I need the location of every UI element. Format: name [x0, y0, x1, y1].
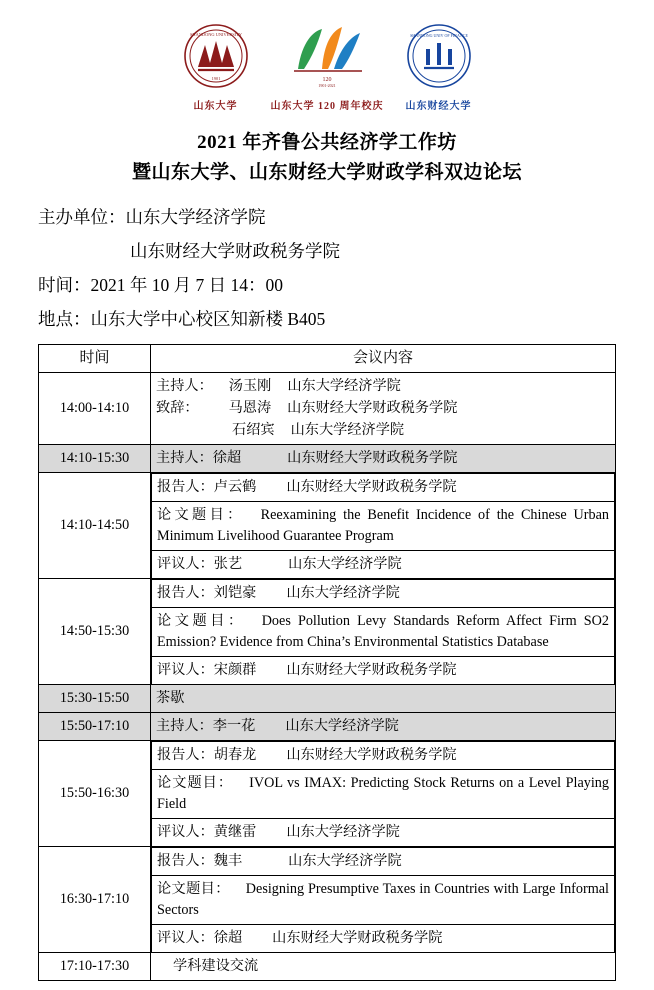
document-title [38, 128, 616, 188]
speaker-line [152, 474, 615, 502]
table-row [39, 445, 616, 473]
row-content [151, 373, 616, 445]
row-time: 16:30-17:10 [39, 847, 151, 953]
discussant-affil: 山东大学经济学院 [286, 824, 400, 840]
row-time: 15:50-16:30 [39, 741, 151, 847]
speaker-line [152, 580, 615, 608]
table-row [39, 373, 616, 445]
host-affil: 山东大学经济学院 [287, 378, 401, 394]
place-label: 地点： [38, 309, 91, 329]
discussant-affil: 山东大学经济学院 [288, 556, 402, 572]
speaker-name: 卢云鹤 [213, 479, 257, 495]
opening-host-line [156, 376, 610, 397]
paper-line [152, 876, 615, 925]
time-label: 时间： [38, 275, 91, 295]
agenda-table [38, 344, 616, 981]
speaker-affil: 山东财经大学财政税务学院 [286, 747, 457, 763]
discussant-name: 宋颜群 [213, 662, 257, 678]
time-row [38, 268, 616, 302]
speaker-affil: 山东大学经济学院 [286, 585, 400, 601]
table-row [39, 685, 616, 713]
row-content [151, 741, 616, 847]
organizer-1: 山东大学经济学院 [125, 207, 266, 227]
table-row [39, 579, 616, 685]
discussant-line [152, 925, 615, 953]
speaker-label: 报告人： [157, 853, 214, 869]
speaker-name: 刘铠豪 [213, 585, 257, 601]
discussant-name: 张艺 [213, 556, 243, 572]
remarks-affil: 山东财经大学财政税务学院 [287, 400, 458, 416]
row-content [151, 473, 616, 579]
host-name: 汤玉刚 [228, 378, 272, 394]
speaker-affil: 山东财经大学财政税务学院 [286, 479, 457, 495]
svg-text:SHANDONG UNIVERSITY: SHANDONG UNIVERSITY [189, 32, 242, 37]
session-host-name: 徐超 [212, 450, 242, 466]
sdufe-logo-caption: 山东财经大学 [405, 101, 472, 112]
header-content: 会议内容 [151, 345, 616, 373]
session-host-name: 李一花 [212, 718, 256, 734]
paper-title: IVOL vs IMAX: Predicting Stock Returns on a Level Playing Field [157, 775, 609, 812]
paper-label: 论文题目： [157, 613, 246, 629]
shandong-university-logo [183, 23, 249, 112]
organizer-row-2 [38, 234, 616, 268]
discussant-name: 黄继雷 [213, 824, 257, 840]
row-time: 15:30-15:50 [39, 685, 151, 713]
table-row [39, 847, 616, 953]
discussant-label: 评议人： [157, 662, 214, 678]
host-label: 主持人： [156, 378, 213, 394]
svg-text:1901-2021: 1901-2021 [318, 83, 336, 88]
discussant-line [152, 819, 615, 847]
row-content [151, 445, 616, 473]
logo-row [38, 0, 616, 112]
table-row [39, 741, 616, 847]
header-time: 时间 [39, 345, 151, 373]
paper-title: Designing Presumptive Taxes in Countries with Large Informal Sectors [157, 881, 609, 918]
svg-text:1901: 1901 [211, 76, 220, 81]
svg-text:SHANDONG UNIV OF FINANCE: SHANDONG UNIV OF FINANCE [409, 33, 468, 38]
row-content [151, 847, 616, 953]
row-content [151, 579, 616, 685]
row-content: 学科建设交流 [151, 953, 616, 981]
discussant-label: 评议人： [157, 930, 214, 946]
organizer-row [38, 200, 616, 234]
paper-line [152, 608, 615, 657]
remarks-affil-2: 山东大学经济学院 [290, 422, 405, 438]
row-time: 14:10-14:50 [39, 473, 151, 579]
remarks-name: 马恩涛 [228, 400, 272, 416]
paper-label: 论文题目： [157, 507, 245, 523]
discussant-affil: 山东财经大学财政税务学院 [272, 930, 443, 946]
row-time: 14:50-15:30 [39, 579, 151, 685]
speaker-label: 报告人： [157, 747, 214, 763]
row-time: 15:50-17:10 [39, 713, 151, 741]
paper-line [152, 770, 615, 819]
table-row [39, 473, 616, 579]
discussant-affil: 山东财经大学财政税务学院 [286, 662, 457, 678]
table-row [39, 713, 616, 741]
organizer-label: 主办单位： [38, 207, 126, 227]
remarks-label: 致辞： [156, 400, 199, 416]
table-row [39, 953, 616, 981]
session-host-label: 主持人： [156, 718, 213, 734]
sdufe-emblem-icon [406, 23, 472, 94]
discussant-line [152, 657, 615, 685]
remarks-name-2: 石绍宾 [232, 422, 275, 438]
speaker-label: 报告人： [157, 479, 214, 495]
discussant-line [152, 551, 615, 579]
session-host-label: 主持人： [156, 450, 213, 466]
discussant-label: 评议人： [157, 824, 214, 840]
row-time: 14:10-15:30 [39, 445, 151, 473]
discussant-name: 徐超 [213, 930, 243, 946]
paper-title: Does Pollution Levy Standards Reform Affect Firm SO2 Emission? Evidence from China’s Environmental Statistics Database [157, 613, 609, 650]
shandong-university-logo-caption: 山东大学 [193, 101, 238, 112]
place-row [38, 302, 616, 336]
anniversary-logo-caption: 山东大学 120 周年校庆 [270, 101, 384, 112]
discussant-label: 评议人： [157, 556, 214, 572]
shandong-university-of-finance-and-economics-logo [406, 23, 472, 112]
opening-remarks-line-1 [156, 398, 610, 419]
opening-remarks-line-2 [156, 420, 610, 441]
title-line-1: 2021 年齐鲁公共经济学工作坊 [197, 132, 457, 153]
table-header-row [39, 345, 616, 373]
paper-line [152, 502, 615, 551]
row-content [151, 713, 616, 741]
shandong-university-emblem-icon [183, 23, 249, 94]
row-time: 17:10-17:30 [39, 953, 151, 981]
row-time: 14:00-14:10 [39, 373, 151, 445]
anniversary-emblem-icon [288, 23, 366, 94]
paper-label: 论文题目： [157, 775, 234, 791]
speaker-line [152, 848, 615, 876]
place-value: 山东大学中心校区知新楼 B405 [90, 309, 326, 329]
speaker-affil: 山东大学经济学院 [288, 853, 402, 869]
paper-label: 论文题目： [157, 881, 230, 897]
time-value: 2021 年 10 月 7 日 14：00 [90, 275, 283, 295]
organizer-2: 山东财经大学财政税务学院 [130, 241, 340, 261]
session-host-affil: 山东大学经济学院 [285, 718, 399, 734]
speaker-label: 报告人： [157, 585, 214, 601]
speaker-name: 胡春龙 [213, 747, 257, 763]
paper-title: Reexamining the Benefit Incidence of the Chinese Urban Minimum Livelihood Guarantee Program [157, 507, 609, 544]
speaker-name: 魏丰 [213, 853, 243, 869]
session-host-affil: 山东财经大学财政税务学院 [287, 450, 458, 466]
svg-text:120: 120 [322, 77, 332, 83]
meta-block [38, 200, 616, 336]
row-content: 茶歇 [151, 685, 616, 713]
speaker-line [152, 742, 615, 770]
shandong-university-120th-anniversary-logo [271, 23, 384, 112]
title-line-2: 暨山东大学、山东财经大学财政学科双边论坛 [131, 162, 522, 183]
